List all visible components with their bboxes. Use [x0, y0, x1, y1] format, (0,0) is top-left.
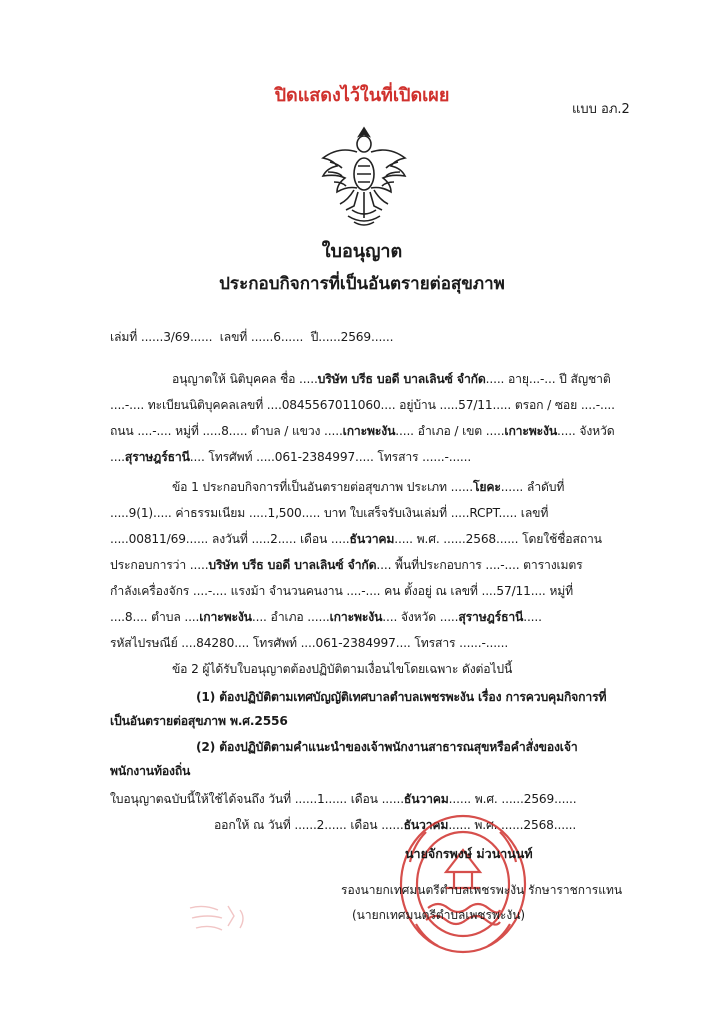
- grantee-line: [172, 370, 611, 389]
- condition-1-cont: เป็นอันตรายต่อสุขภาพ พ.ศ.2556: [110, 714, 288, 728]
- province: สุราษฎร์ธานี: [124, 450, 190, 464]
- company-name: บริษัท บรีธ บอดี บาลเลินซ์ จำกัด: [317, 372, 486, 386]
- business-type-label: ข้อ 1 ประกอบกิจการที่เป็นอันตรายต่อสุขภาพ ประเภท ......: [172, 480, 473, 494]
- issue-year: ...... พ.ศ. ......2568......: [448, 818, 577, 832]
- age-nationality: ..... อายุ...-... ปี สัญชาติ: [485, 372, 611, 386]
- faint-stamp-icon: [186, 900, 256, 938]
- receipt-date-line: [110, 530, 602, 549]
- issue-day: ออกให้ ณ วันที่ ......2...... เดือน ......: [214, 818, 404, 832]
- district-label: ..... อำเภอ / เขต .....: [395, 424, 505, 438]
- receipt-year: ..... พ.ศ. ......2568...... โดยใช้ชื่อสถาน: [394, 532, 602, 546]
- license-number-label: เลขที่: [219, 330, 248, 344]
- year-label: ปี: [310, 330, 319, 344]
- public-notice: ปิดแสดงไว้ในที่เปิดเผย: [274, 85, 450, 106]
- road-village: ถนน ....-.... หมู่ที่ .....8..... ตำบล / แขวง .....: [110, 424, 343, 438]
- province-dots: ....: [110, 450, 125, 464]
- location-district-label: .... อำเภอ ......: [251, 610, 330, 624]
- phone-fax: .... โทรศัพท์ .....061-2384997..... โทรสาร ......-......: [189, 450, 472, 464]
- expiry-line: [110, 790, 577, 809]
- receipt-month: ธันวาคม: [349, 532, 395, 546]
- registration-line: ....-.... ทะเบียนนิติบุคคลเลขที่ ....0845567011060.... อยู่บ้าน .....57/11..... ตรอก / ซอย ....-....: [110, 398, 615, 412]
- condition-2: (2) ต้องปฏิบัติตามคำแนะนำของเจ้าพนักงานสาธารณสุขหรือคำสั่งของเจ้า: [196, 740, 578, 754]
- address-line: [110, 422, 615, 441]
- license-title: ใบอนุญาต: [321, 241, 403, 262]
- district: เกาะพะงัน: [504, 424, 558, 438]
- order-label: ...... ลำดับที่: [500, 480, 565, 494]
- issue-month: ธันวาคม: [403, 818, 449, 832]
- machinery-line: กำลังเครื่องจักร ....-.... แรงม้า จำนวนคนงาน ....-.... คน ตั้งอยู่ ณ เลขที่ ....57/11.... หมู่ที่: [110, 584, 574, 598]
- business-type: โยคะ: [473, 480, 501, 494]
- garuda-emblem-icon: [318, 122, 410, 232]
- license-subtitle: ประกอบกิจการที่เป็นอันตรายต่อสุขภาพ: [219, 274, 505, 294]
- location-dots: .....: [523, 610, 542, 624]
- conditions-heading: ข้อ 2 ผู้ได้รับใบอนุญาตต้องปฏิบัติตามเงื่อนไขโดยเฉพาะ ดังต่อไปนี้: [172, 662, 513, 676]
- location-moo: ....8.... ตำบล ....: [110, 610, 200, 624]
- location-province: สุราษฎร์ธานี: [458, 610, 524, 624]
- license-number: ......6......: [250, 330, 304, 344]
- form-code: แบบ อภ.2: [572, 102, 630, 117]
- grantee-label: อนุญาตให้ นิติบุคคล ชื่อ .....: [172, 372, 318, 386]
- province-label: ..... จังหวัด: [557, 424, 615, 438]
- condition-2-cont: พนักงานท้องถิ่น: [110, 764, 191, 778]
- postal-line: รหัสไปรษณีย์ ....84280.... โทรศัพท์ ....061-2384997.... โทรสาร ......-......: [110, 636, 509, 650]
- signer-position-note: (นายกเทศมนตรีตำบลเพชรพะงัน): [352, 908, 526, 922]
- expiry-day: ใบอนุญาตฉบับนี้ให้ใช้ได้จนถึง วันที่ ......1...... เดือน ......: [110, 792, 404, 806]
- location-line: [110, 608, 542, 627]
- year-value: ......2569......: [318, 330, 394, 344]
- establishment-line: [110, 556, 583, 575]
- location-subdistrict: เกาะพะงัน: [199, 610, 252, 624]
- fee-line: .....9(1)..... ค่าธรรมเนียม .....1,500..... บาท ใบเสร็จรับเงินเล่มที่ .....RCPT..... เลขที่: [110, 506, 549, 520]
- establishment-label: ประกอบการว่า .....: [110, 558, 209, 572]
- business-type-line: [172, 478, 564, 497]
- book-label: เล่มที่: [110, 330, 138, 344]
- location-district: เกาะพะงัน: [329, 610, 383, 624]
- book-number: ......3/69......: [140, 330, 213, 344]
- reference-line: [110, 328, 393, 347]
- subdistrict: เกาะพะงัน: [342, 424, 396, 438]
- expiry-month: ธันวาคม: [403, 792, 449, 806]
- condition-1: (1) ต้องปฏิบัติตามเทศบัญญัติเทศบาลตำบลเพชรพะงัน เรื่อง การควบคุมกิจการที่: [196, 690, 607, 704]
- signer-name: นายจักรพงษ์ ม่วนานนท์: [405, 846, 533, 861]
- location-province-label: .... จังหวัด .....: [382, 610, 459, 624]
- contact-line: [110, 448, 471, 467]
- establishment-name: บริษัท บรีธ บอดี บาลเลินซ์ จำกัด: [208, 558, 377, 572]
- area-label: .... พื้นที่ประกอบการ ....-.... ตารางเมตร: [376, 558, 583, 572]
- expiry-year: ...... พ.ศ. ......2569......: [448, 792, 577, 806]
- receipt-date: .....00811/69...... ลงวันที่ .....2..... เดือน .....: [110, 532, 350, 546]
- signer-position: รองนายกเทศมนตรีตำบลเพชรพะงัน รักษาราชการแทน: [341, 883, 623, 897]
